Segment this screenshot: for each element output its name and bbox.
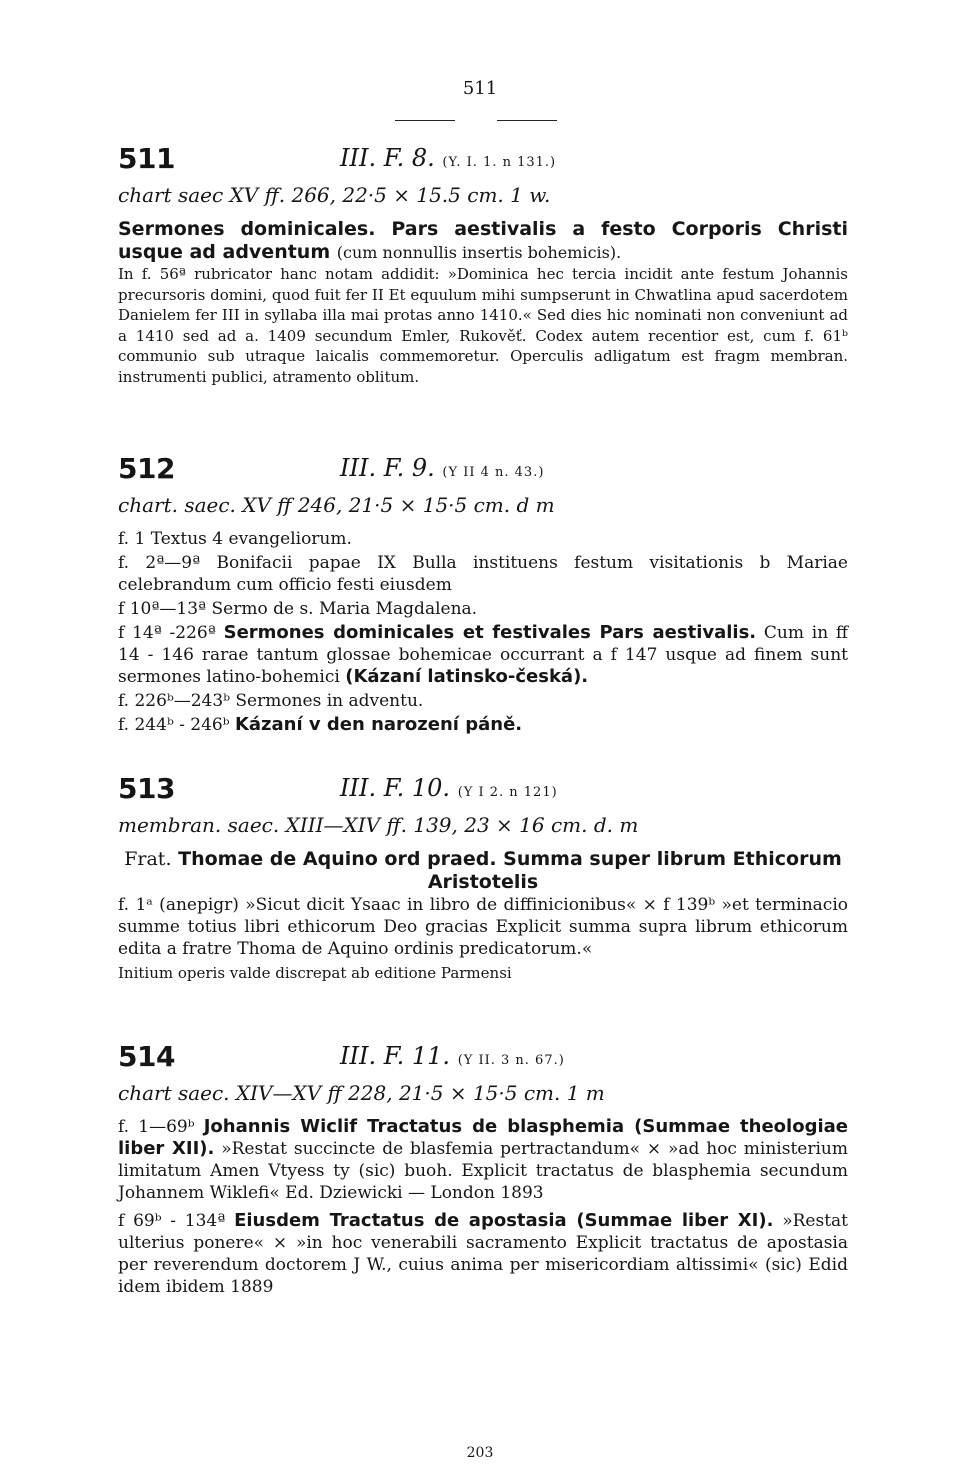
contents-list (118, 528, 848, 736)
shelf-signature: III. F. 8. (Y. I. 1. n 131.) (340, 144, 557, 172)
old-signature: (Y II. 3 n. 67.) (457, 1053, 565, 1068)
shelf-signature: III. F. 9. (Y II 4 n. 43.) (340, 454, 545, 482)
entry-number: 514 (118, 1040, 175, 1073)
codex-description: chart saec XV ff. 266, 22·5 × 15.5 cm. 1 w. (118, 183, 551, 207)
entry-511 (118, 142, 848, 387)
header-rule-right (497, 120, 557, 121)
entry-number: 511 (118, 142, 175, 175)
entry-514 (118, 1040, 848, 1300)
title-note: (cum nonnullis insertis bohemicis). (336, 243, 622, 262)
contents-list (118, 1116, 848, 1298)
contents-list (118, 894, 848, 984)
page-footer-number: 203 (466, 1445, 494, 1461)
entry-513 (118, 772, 848, 986)
old-signature: (Y I 2. n 121) (457, 785, 558, 800)
old-signature: (Y. I. 1. n 131.) (442, 155, 557, 170)
list-item: f 10ª—13ª Sermo de s. Maria Magdalena. (118, 599, 478, 619)
entry-title: Frat. Thomae de Aquino ord praed. Summa super librum Ethicorum Aristotelis (124, 848, 842, 893)
list-item: f. 244ᵇ - 246ᵇ Kázaní v den narození páně. (118, 714, 523, 735)
list-item: Initium operis valde discrepat ab editione Parmensi (118, 964, 512, 982)
entry-description: In f. 56ª rubricator hanc notam addidit: »Dominica hec tercia incidit ante festum Johannis precursoris domini, quod fuit fer II Et equulum mihi sumpserunt in Chwatlina apud sacerdotem Danielem fer III in syllaba illa mai protas anno 1410.« Sed dies hic nominati non conveniunt ad a 1410 sed ad a. 1409 secundum Emler, Rukověť. Codex autem recentior est, cum f. 61ᵇ communio sub utraque laicalis commemoretur. Operculis adligatum est fragm membran. instrumenti publici, atramento oblitum. (118, 265, 848, 386)
entry-title: Sermones dominicales. Pars aestivalis a festo Corporis Christi usque ad adventum (cum nonnullis insertis bohemicis). (118, 218, 848, 263)
shelf-signature: III. F. 10. (Y I 2. n 121) (340, 774, 558, 802)
page-header-number: 511 (462, 78, 498, 99)
codex-description: chart saec. XIV—XV ff 228, 21·5 × 15·5 cm. 1 m (118, 1081, 605, 1105)
entry-512 (118, 452, 848, 738)
list-item: f 14ª -226ª Sermones dominicales et festivales Pars aestivalis. Cum in ff 14 - 146 rarae tantum glossae bohemicae occurrant a f 147 usque ad finem sunt sermones latino-bohemici (Kázaní latinsko-česká). (118, 622, 849, 687)
list-item: f. 226ᵇ—243ᵇ Sermones in adventu. (118, 691, 424, 711)
codex-description: membran. saec. XIII—XIV ff. 139, 23 × 16 cm. d. m (118, 813, 639, 837)
list-item: f. 2ª—9ª Bonifacii papae IX Bulla instituens festum visitationis b Mariae celebrandum cum officio festi eiusdem (118, 553, 848, 595)
list-item: f. 1 Textus 4 evangeliorum. (118, 529, 352, 549)
entry-number: 513 (118, 772, 175, 805)
header-rule-left (395, 120, 455, 121)
shelf-signature: III. F. 11. (Y II. 3 n. 67.) (340, 1042, 565, 1070)
codex-description: chart. saec. XV ff 246, 21·5 × 15·5 cm. d m (118, 493, 555, 517)
old-signature: (Y II 4 n. 43.) (442, 465, 545, 480)
list-item: f 69ᵇ - 134ª Eiusdem Tractatus de apostasia (Summae liber XI). »Restat ulterius ponere« × »in hoc venerabili sacramento Explicit tractatus de apostasia per reverendum doctorem J W., cuius anima per misericordiam altissimi« (sic) Edid idem ibidem 1889 (118, 1210, 849, 1297)
list-item: f. 1—69ᵇ Johannis Wiclif Tractatus de blasphemia (Summae theologiae liber XII). »Restat succincte de blasfemia pertractandum« × »ad hoc ministerium limitatum Amen Vtyess ty (sic) buoh. Explicit tractatus de blasphemia secundum Johannem Wiklefi« Ed. Dziewicki — London 1893 (118, 1116, 848, 1203)
list-item: f. 1ᵃ (anepigr) »Sicut dicit Ysaac in libro de diffinicionibus« × f 139ᵇ »et terminacio summe totius libri ethicorum Deo gracias Explicit summa supra librum ethicorum edita a fratre Thoma de Aquino ordinis predicatorum.« (118, 895, 848, 959)
entry-number: 512 (118, 452, 175, 485)
